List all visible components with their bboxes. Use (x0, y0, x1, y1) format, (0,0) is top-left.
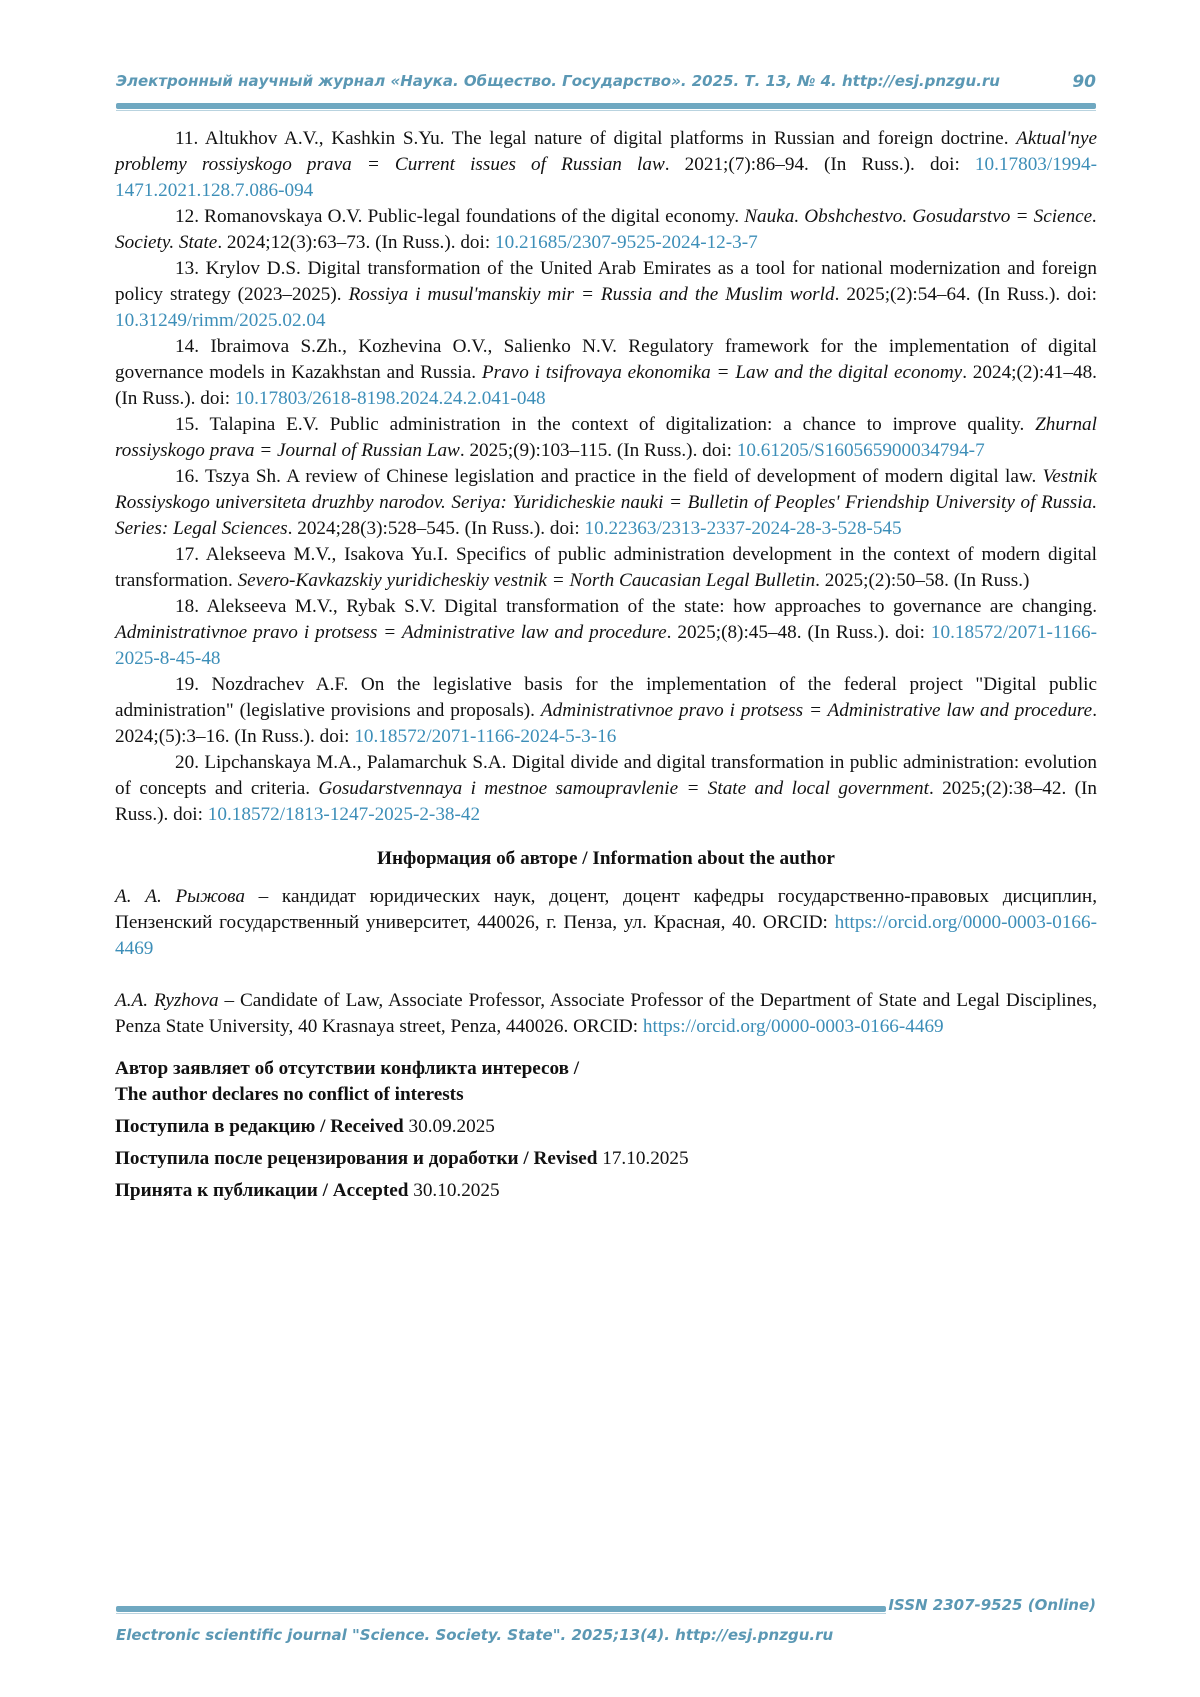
doi-link[interactable]: 10.17803/1994-1471.2021.128.7.086-094 (115, 154, 1097, 201)
reference-item (115, 334, 1097, 412)
reference-authors-title: 19. Nozdrachev A.F. On the legislative basis for the implementation of the federal project "Digital public administration" (legislative provisions and proposals). (115, 674, 1097, 721)
footer-rule-thin (116, 1613, 886, 1614)
reference-authors-title: 11. Altukhov A.V., Kashkin S.Yu. The legal nature of digital platforms in Russian and foreign doctrine. (175, 128, 1017, 149)
reference-source: Aktual'nye problemy rossiyskogo prava = Current issues of Russian law (115, 128, 1097, 175)
date-value: 30.09.2025 (408, 1116, 495, 1137)
reference-details: . 2025;(8):45–48. (In Russ.). doi: (666, 622, 931, 643)
page-number: 90 (1072, 72, 1096, 92)
page-body (115, 126, 1097, 1204)
reference-source: Administrativnoe pravo i protsess = Administrative law and procedure (115, 622, 667, 643)
orcid-link-ru[interactable]: https://orcid.org/0000-0003-0166-4469 (115, 912, 1097, 959)
reference-details: . 2024;(5):3–16. (In Russ.). doi: (115, 700, 1097, 747)
reference-source: Nauka. Obshchestvo. Gosudarstvo = Science. Society. State (115, 206, 1097, 253)
date-label: Поступила после рецензирования и доработки / Revised (115, 1148, 598, 1169)
header-rule-thin (116, 110, 1096, 111)
doi-link[interactable]: 10.18572/2071-1166-2025-8-45-48 (115, 622, 1097, 669)
reference-source: Vestnik Rossiyskogo universiteta druzhby narodov. Seriya: Yuridicheskie nauki = Bulletin of Peoples' Friendship University of Russia. Series: Legal Sciences (115, 466, 1097, 539)
footer-issn: ISSN 2307-9525 (Online) (888, 1596, 1096, 1614)
reference-authors-title: 16. Tszya Sh. A review of Chinese legislation and practice in the field of development of modern digital law. (175, 466, 1043, 487)
author-bio-ru: – кандидат юридических наук, доцент, доцент кафедры государственно-правовых дисциплин, Пензенский государственный университет, 440026, г. Пенза, ул. Красная, 40. ORCID: (115, 886, 1097, 933)
reference-source: Zhurnal rossiyskogo prava = Journal of Russian Law (115, 414, 1097, 461)
article-dates (115, 1114, 1097, 1204)
running-header (116, 72, 1096, 96)
reference-item (115, 412, 1097, 464)
declaration-line-en: The author declares no conflict of interests (115, 1084, 464, 1105)
reference-authors-title: 13. Krylov D.S. Digital transformation of the United Arab Emirates as a tool for national modernization and foreign policy strategy (2023–2025). (115, 258, 1097, 305)
doi-link[interactable]: 10.18572/2071-1166-2024-5-3-16 (354, 726, 617, 747)
reference-authors-title: 14. Ibraimova S.Zh., Kozhevina O.V., Salienko N.V. Regulatory framework for the implementation of digital governance models in Kazakhstan and Russia. (115, 336, 1097, 383)
date-revised (115, 1146, 1097, 1172)
reference-item (115, 750, 1097, 828)
reference-details: . 2024;(2):41–48. (In Russ.). doi: (115, 362, 1097, 409)
date-value: 17.10.2025 (602, 1148, 689, 1169)
reference-source: Pravo i tsifrovaya ekonomika = Law and the digital economy (481, 362, 963, 383)
doi-link[interactable]: 10.18572/1813-1247-2025-2-38-42 (207, 804, 481, 825)
reference-item (115, 204, 1097, 256)
author-bio-en: – Candidate of Law, Associate Professor, Associate Professor of the Department of State and Legal Disciplines, Penza State University, 40 Krasnaya street, Penza, 440026. ORCID: (115, 990, 1097, 1037)
author-name-ru: А. А. Рыжова (115, 886, 245, 907)
date-label: Принята к публикации / Accepted (115, 1180, 409, 1201)
reference-source: Gosudarstvennaya i mestnoe samoupravlenie = State and local government (318, 778, 929, 799)
reference-item (115, 542, 1097, 594)
reference-source: Severo-Kavkazskiy yuridicheskiy vestnik = North Caucasian Legal Bulletin (237, 570, 816, 591)
reference-item (115, 464, 1097, 542)
reference-item (115, 126, 1097, 204)
declaration-line-ru: Автор заявляет об отсутствии конфликта интересов / (115, 1058, 580, 1079)
date-accepted (115, 1178, 1097, 1204)
reference-item (115, 594, 1097, 672)
reference-authors-title: 17. Alekseeva M.V., Isakova Yu.I. Specifics of public administration development in the context of modern digital transformation. (115, 544, 1097, 591)
reference-details: . 2024;28(3):528–545. (In Russ.). doi: (287, 518, 585, 539)
reference-source: Administrativnoe pravo i protsess = Administrative law and procedure (540, 700, 1093, 721)
header-journal-title: Электронный научный журнал «Наука. Общество. Государство». 2025. Т. 13, № 4. http://esj.pnzgu.ru (116, 72, 1000, 90)
reference-list (115, 126, 1097, 828)
date-label: Поступила в редакцию / Received (115, 1116, 404, 1137)
reference-details: . 2025;(2):38–42. (In Russ.). doi: (115, 778, 1097, 825)
date-received (115, 1114, 1097, 1140)
author-info-heading: Информация об авторе / Information about the author (377, 848, 835, 869)
date-value: 30.10.2025 (413, 1180, 500, 1201)
reference-details: . 2025;(2):54–64. (In Russ.). doi: (834, 284, 1097, 305)
author-name-en: A.A. Ryzhova (115, 990, 219, 1011)
header-rule (116, 103, 1096, 109)
reference-source: Rossiya i musul'manskiy mir = Russia and the Muslim world (348, 284, 835, 305)
footer-rule (116, 1606, 886, 1612)
doi-link[interactable]: 10.31249/rimm/2025.02.04 (115, 310, 326, 331)
footer-journal-title: Electronic scientific journal "Science. Society. State". 2025;13(4). http://esj.pnzgu.ru (116, 1626, 834, 1644)
reference-details: . 2025;(9):103–115. (In Russ.). doi: (459, 440, 737, 461)
reference-item (115, 672, 1097, 750)
author-info-en (115, 988, 1097, 1040)
reference-authors-title: 15. Talapina E.V. Public administration in the context of digitalization: a chance to improve quality. (175, 414, 1036, 435)
reference-details: . 2021;(7):86–94. (In Russ.). doi: (664, 154, 975, 175)
doi-link[interactable]: 10.22363/2313-2337-2024-28-3-528-545 (584, 518, 902, 539)
reference-item (115, 256, 1097, 334)
reference-authors-title: 20. Lipchanskaya M.A., Palamarchuk S.A. Digital divide and digital transformation in public administration: evolution of concepts and criteria. (115, 752, 1097, 799)
conflict-declaration (115, 1056, 1097, 1108)
reference-details: . 2025;(2):50–58. (In Russ.) (815, 570, 1030, 591)
author-info-ru (115, 884, 1097, 962)
reference-authors-title: 18. Alekseeva M.V., Rybak S.V. Digital transformation of the state: how approaches to governance are changing. (175, 596, 1097, 617)
doi-link[interactable]: 10.17803/2618-8198.2024.24.2.041-048 (234, 388, 546, 409)
doi-link[interactable]: 10.21685/2307-9525-2024-12-3-7 (495, 232, 758, 253)
reference-authors-title: 12. Romanovskaya O.V. Public-legal foundations of the digital economy. (175, 206, 745, 227)
orcid-link-en[interactable]: https://orcid.org/0000-0003-0166-4469 (642, 1016, 944, 1037)
reference-details: . 2024;12(3):63–73. (In Russ.). doi: (217, 232, 495, 253)
doi-link[interactable]: 10.61205/S160565900034794-7 (736, 440, 985, 461)
